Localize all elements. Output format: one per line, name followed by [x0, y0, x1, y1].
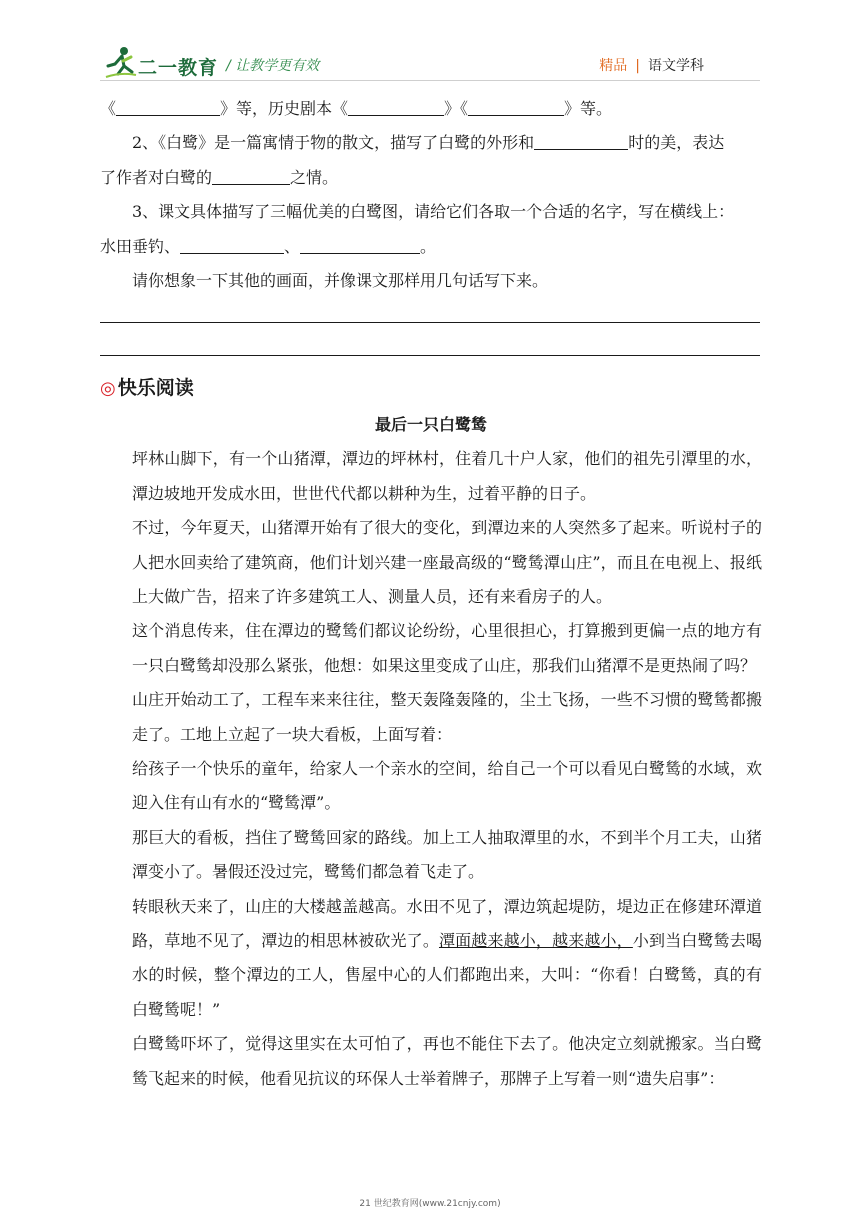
quality-label: 精品: [599, 58, 628, 74]
worksheet-body: [100, 92, 762, 1096]
article-paragraph-1: 坪林山脚下，有一个山猪潭，潭边的坪林村，住着几十户人家，他们的祖先引潭里的水，潭边坡地开发成水田，世世代代都以耕种为生，过着平静的日子。: [132, 449, 762, 503]
question-3-line-1: [100, 195, 762, 229]
section-heading: [100, 368, 762, 408]
q1-text-c: 》《: [444, 99, 469, 118]
page-footer: 21 世纪教育网(www.21cnjy.com): [359, 1199, 501, 1209]
q3-blank-1[interactable]: [180, 235, 284, 254]
question-3-line-2: [100, 230, 762, 264]
p7-text-a: 转眼秋天来了，山庄的大楼越盖越高。水田不见了，潭边筑起堤防，堤边正在修建环潭道路，草地不见了，潭边的相思林被砍光了。: [132, 896, 762, 951]
q2-blank-2[interactable]: [212, 166, 290, 185]
article-title: 最后一只白鹭鸶: [374, 415, 487, 435]
article-paragraph-7: [100, 890, 762, 1028]
q2-text-a: 2、《白鹭》是一篇寓情于物的散文，描写了白鹭的外形和: [132, 133, 535, 153]
running-figure-icon: [104, 44, 138, 80]
section-title-text: 快乐阅读: [117, 377, 194, 400]
article-paragraph-8: 白鹭鸶吓坏了，觉得这里实在太可怕了，再也不能住下去了。他决定立刻就搬家。当白鹭鸶飞起来的时候，他看见抗议的环保人士举着牌子，那牌子上写着一则“遗失启事”：: [132, 1034, 762, 1088]
question-3-prompt: [100, 264, 762, 298]
p7-underlined-text: 潭面越来越小，越来越小，: [438, 931, 633, 951]
p7-text-b: 小到当白鹭鸶去喝水的时候，整个潭边的工人，售屋中心的人们都跑出来，大叫：“你看！白鹭鸶，真的有白鹭鸶呢！”: [132, 931, 762, 1019]
subject-label: 语文学科: [648, 58, 704, 74]
article-paragraph-4: 山庄开始动工了，工程车来来往往，整天轰隆轰隆的，尘土飞扬，一些不习惯的鹭鸶都搬走了。工地上立起了一块大看板，上面写着：: [132, 690, 762, 744]
page-header: [0, 0, 860, 90]
brand-slogan: / 让教学更有效: [226, 58, 320, 74]
article-paragraph-5: 给孩子一个快乐的童年，给家人一个亲水的空间，给自己一个可以看见白鹭鸶的水域，欢迎入住有山有水的“鹭鸶潭”。: [132, 759, 762, 813]
q1-text-a: 《: [100, 99, 117, 118]
article-paragraph-2: 不过，今年夏天，山猪潭开始有了很大的变化，到潭边来的人突然多了起来。听说村子的人把水回卖给了建筑商，他们计划兴建一座最高级的“鹭鸶潭山庄”，而且在电视上、报纸上大做广告，招来了许多建筑工人、测量人员，还有来看房子的人。: [132, 518, 762, 606]
q3-prompt-text: 请你想象一下其他的画面，并像课文那样用几句话写下来。: [132, 270, 549, 290]
q2-text-c: 了作者对白鹭的: [100, 167, 213, 187]
q3-text-b: 水田垂钓、: [100, 236, 181, 256]
q3-sep: 、: [284, 236, 301, 256]
q1-blank-1[interactable]: [116, 97, 220, 116]
article-paragraph-3: 这个消息传来，住在潭边的鹭鸶们都议论纷纷，心里很担心，打算搬到更偏一点的地方有一只白鹭鸶却没那么紧张，他想：如果这里变成了山庄，那我们山猪潭不是更热闹了吗？: [132, 621, 762, 675]
header-meta: [599, 55, 704, 75]
q2-text-d: 之情。: [290, 167, 339, 187]
q3-text-a: 3、课文具体描写了三幅优美的白鹭图，请给它们各取一个合适的名字，写在横线上：: [132, 202, 735, 222]
article-paragraph-6: 那巨大的看板，挡住了鹭鸶回家的路线。加上工人抽取潭里的水，不到半个月工夫，山猪潭变小了。暑假还没过完，鹭鸶们都急着飞走了。: [132, 827, 762, 882]
q1-text-d: 》等。: [564, 99, 613, 118]
question-2-line-1: [100, 126, 762, 160]
q1-text-b: 》等，历史剧本《: [220, 99, 349, 118]
header-divider: [100, 80, 760, 81]
q3-blank-2[interactable]: [300, 235, 420, 254]
header-separator: |: [635, 58, 640, 74]
question-2-line-2: [100, 161, 762, 195]
site-logo[interactable]: [104, 44, 334, 84]
q1-blank-2[interactable]: [348, 97, 444, 116]
q3-text-end: 。: [420, 236, 437, 256]
question-1-tail: [100, 92, 762, 126]
q2-blank-1[interactable]: [534, 131, 628, 150]
bullseye-icon: ◎: [100, 378, 116, 400]
brand-name: 二一教育: [138, 57, 219, 79]
q2-text-b: 时的美，表达: [628, 133, 725, 153]
q1-blank-3[interactable]: [468, 97, 564, 116]
